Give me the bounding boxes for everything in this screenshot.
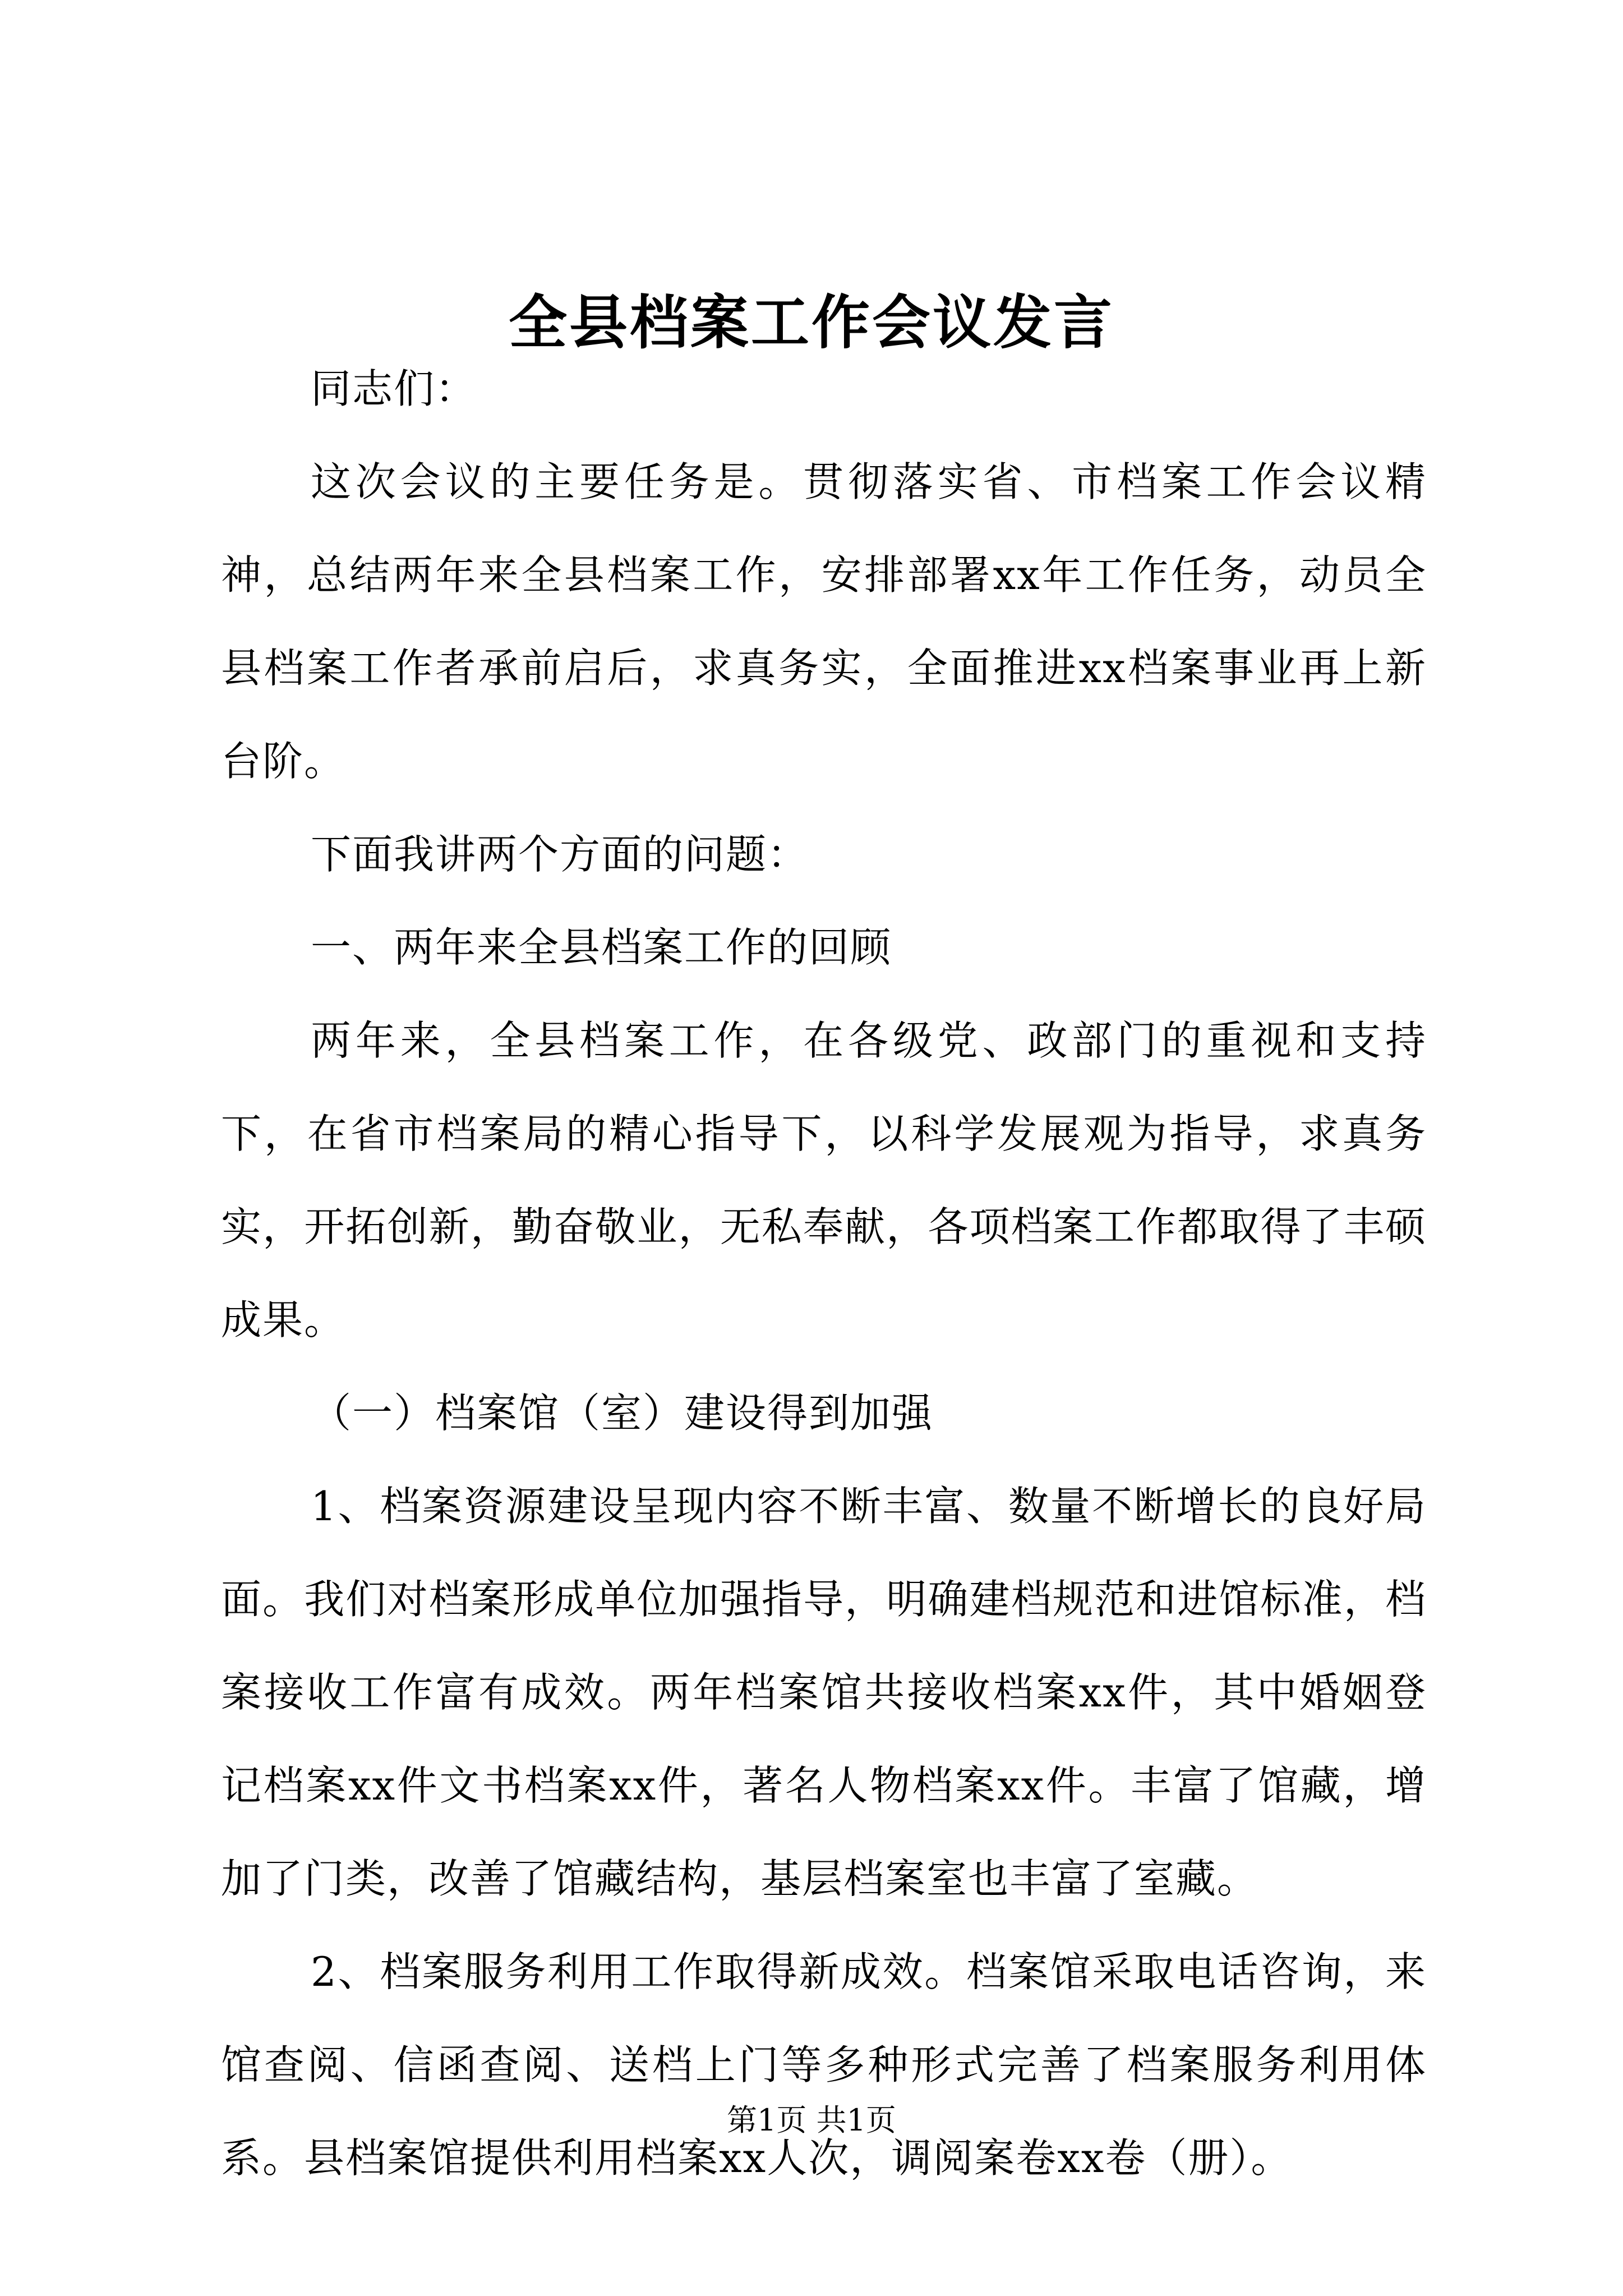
paragraph-item-2: 2、档案服务利用工作取得新成效。档案馆采取电话咨询，来馆查阅、信函查阅、送档上门等多种形式完善了档案服务利用体系。县档案馆提供利用档案xx人次，调阅案卷xx卷（册）。 xyxy=(221,1948,1427,2182)
paragraph-salutation: 同志们： xyxy=(311,365,477,412)
paragraph-intro: 下面我讲两个方面的问题： xyxy=(311,831,809,878)
section-heading-review: 一、两年来全县档案工作的回顾 xyxy=(311,924,892,971)
paragraph-meeting-task: 这次会议的主要任务是。贯彻落实省、市档案工作会议精神，总结两年来全县档案工作，安排部署xx年工作任务，动员全县档案工作者承前启后，求真务实，全面推进xx档案事业再上新台阶。 xyxy=(221,458,1427,785)
paragraph-review-summary: 两年来，全县档案工作，在各级党、政部门的重视和支持下，在省市档案局的精心指导下，以科学发展观为指导，求真务实，开拓创新，勤奋敬业，无私奉献，各项档案工作都取得了丰硕成果。 xyxy=(221,1017,1427,1343)
document-body xyxy=(221,342,1427,2205)
page-footer: 第1页 共1页 xyxy=(727,2102,896,2138)
subsection-heading-archives: （一）档案馆（室）建设得到加强 xyxy=(311,1389,934,1437)
paragraph-item-1: 1、档案资源建设呈现内容不断丰富、数量不断增长的良好局面。我们对档案形成单位加强指导，明确建档规范和进馆标准，档案接收工作富有成效。两年档案馆共接收档案xx件，其中婚姻登记档案xx件文书档案xx件，著名人物档案xx件。丰富了馆藏，增加了门类，改善了馆藏结构，基层档案室也丰富了室藏。 xyxy=(221,1483,1427,1902)
document-title: 全县档案工作会议发言 xyxy=(508,288,1114,357)
